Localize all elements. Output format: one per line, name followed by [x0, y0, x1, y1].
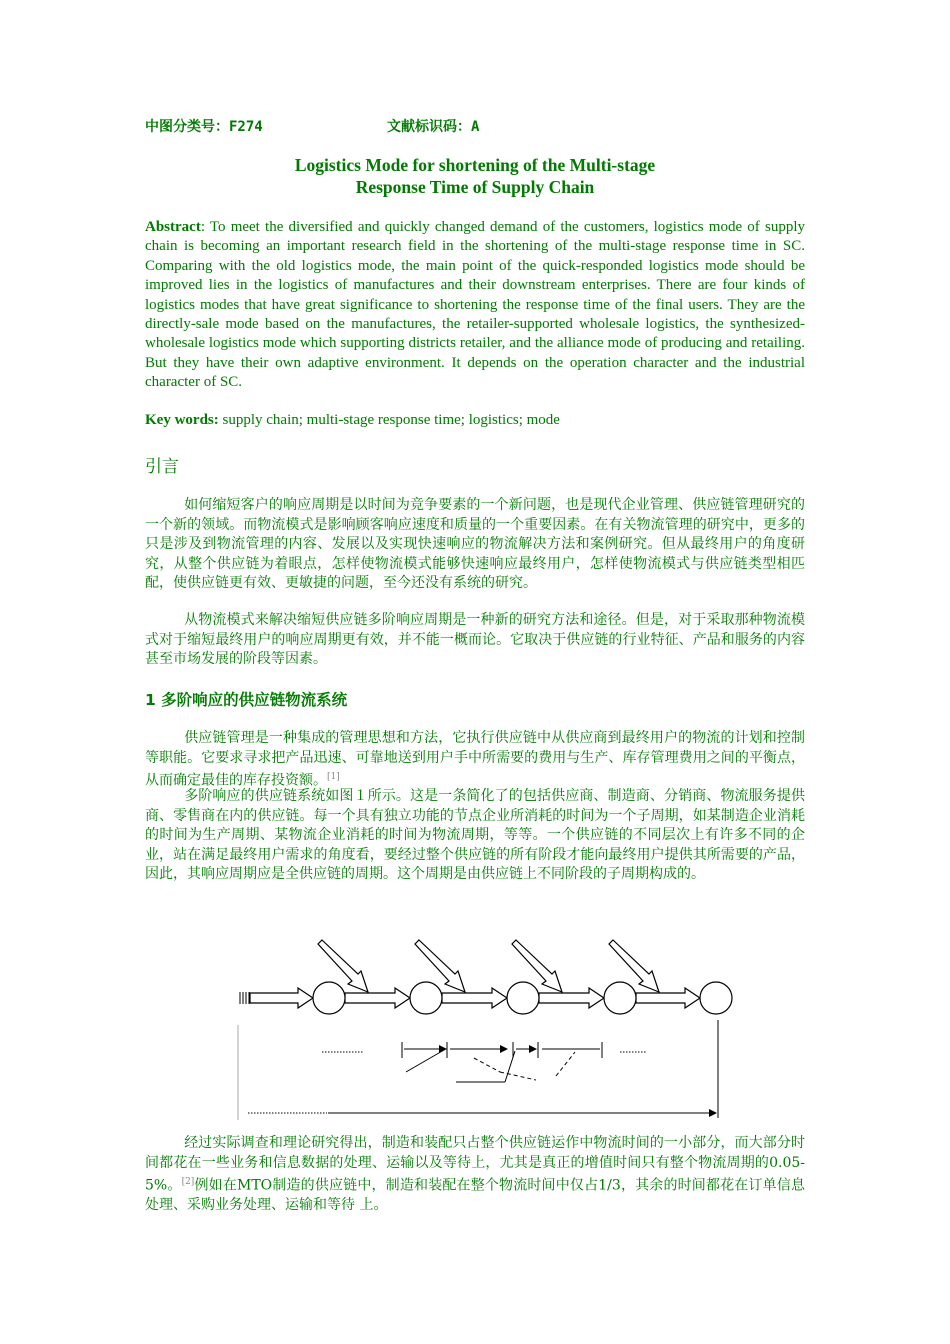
leader-line-1 — [406, 1050, 444, 1072]
node-3 — [507, 982, 539, 1014]
flow-arrow-5 — [636, 988, 700, 1008]
flow-arrow-2 — [345, 988, 410, 1008]
flow-arrow-3 — [442, 988, 507, 1008]
title-line-1: Logistics Mode for shortening of the Multi-stage — [294, 155, 656, 175]
section-1-paragraph-2: 多阶响应的供应链系统如图１所示。这是一条简化了的包括供应商、制造商、分销商、物流服务提供商、零售商在内的供应链。每一个具有独立功能的节点企业所消耗的时间为一个子周期，如某制造企业消耗的时间为生产周期、某物流企业消耗的时间为物流周期，等等。一个供应链的不同层次上有许多不同的企业，站在满足最终用户需求的角度看，要经过整个供应链的所有阶段才能向最终用户提供其所需要的产品，因此，其响应周期应是全供应链的周期。这个周期是由供应链上不同阶段的子周期构成的。 — [145, 788, 805, 882]
intro-paragraph-1: 如何缩短客户的响应周期是以时间为竞争要素的一个新问题，也是现代企业管理、供应链管理研究的一个新的领域。而物流模式是影响顾客响应速度和质量的一个重要因素。在有关物流管理的研究中，更多的只是涉及到物流管理的内容、发展以及实现快速响应的物流解决方法和案例研究。但从最终用户的角度研究，从整个供应链为着眼点，怎样使物流模式能够快速响应最终用户，怎样使物流模式与供应链类型相匹配，使供应链更有效、更敏捷的问题，至今还没有系统的研究。 — [145, 497, 805, 591]
reference-2: [2] — [181, 1177, 195, 1187]
supply-chain-diagram — [230, 930, 750, 1130]
section-1-p3a-text: 经过实际调查和理论研究得出，制造和装配只占整个供应链运作中物流时间的一小部分，而大部分时间都花在一些业务和信息数据的处理、运输以及等待上，尤其是真正的增值时间只有整个物流周期的0.05-5%。 — [145, 1135, 805, 1194]
intro-paragraph-2: 从物流模式来解决缩短供应链多阶响应周期是一种新的研究方法和途径。但是，对于采取那种物流模式对于缩短最终用户的响应周期更有效，并不能一概而论。它取决于供应链的行业特征、产品和服务的内容甚至市场发展的阶段等因素。 — [145, 612, 805, 667]
total-cycle-dimension — [248, 1020, 718, 1118]
english-title — [145, 154, 805, 198]
title-line-2: Response Time of Supply Chain — [355, 177, 595, 197]
input-arrows — [318, 940, 659, 992]
leader-dashed-3 — [556, 1052, 575, 1076]
section-1-p1-text: 供应链管理是一种集成的管理思想和方法，它执行供应链中从供应商到最终用户的物流的计划和控制等职能。它要求寻求把产品迅速、可靠地送到用户手中所需要的费用与生产、库存管理费用之间的平衡点，从而确定最佳的库存投资额。 — [145, 730, 805, 789]
leader-dashed-2 — [500, 1072, 536, 1080]
node-4 — [604, 982, 636, 1014]
reference-1: [1] — [327, 772, 340, 782]
document-code: 文献标识码：A — [387, 119, 480, 135]
keywords-text: supply chain; multi-stage response time; logistics; mode — [218, 412, 560, 428]
flow-start-hatch — [240, 992, 249, 1004]
section-1-paragraph-3 — [145, 1134, 805, 1216]
abstract — [145, 218, 805, 393]
keywords — [145, 411, 805, 430]
classification-number: 中图分类号：F274 — [145, 119, 263, 135]
keywords-label: Key words: — [145, 412, 219, 428]
section-1-paragraph-1 — [145, 729, 805, 791]
section-1-p3b-text: 例如在MTO制造的供应链中，制造和装配在整个物流时间中仅占1/3，其余的时间都花在订单信息处理、采购业务处理、运输和等待 上。 — [145, 1177, 805, 1214]
flow-arrow-4 — [539, 988, 604, 1008]
node-5 — [700, 982, 732, 1014]
flow-arrow-1 — [250, 988, 313, 1008]
abstract-label: Abstract — [145, 219, 201, 235]
leader-dashed-1 — [474, 1058, 500, 1072]
abstract-text: : To meet the diversified and quickly changed demand of the customers, logistics mode of supply chain is becoming an important research field in the shortening of the multi-stage response time in SC. Comparing with the old logistics mode, the main point of the quick-responded logistics mode should be improved lies in the logistics of manufactures and their downstream enterprises. There are four kinds of logistics modes that have great significance to shortening the response time of the final users. They are the directly-sale mode based on the manufactures, the retailer-supported wholesale logistics, the synthesized-wholesale logistics mode which supporting districts retailer, and the alliance mode of producing and retailing. But they have their own adaptive environment. It depends on the operation character and the industrial character of SC. — [145, 219, 805, 391]
node-1 — [313, 982, 345, 1014]
sub-cycle-dimensions — [322, 1042, 646, 1082]
leader-line-2 — [505, 1051, 515, 1082]
node-2 — [410, 982, 442, 1014]
intro-heading: 引言 — [145, 457, 179, 477]
section-1-heading: 1 多阶响应的供应链物流系统 — [145, 691, 348, 709]
classification-line — [145, 116, 480, 136]
